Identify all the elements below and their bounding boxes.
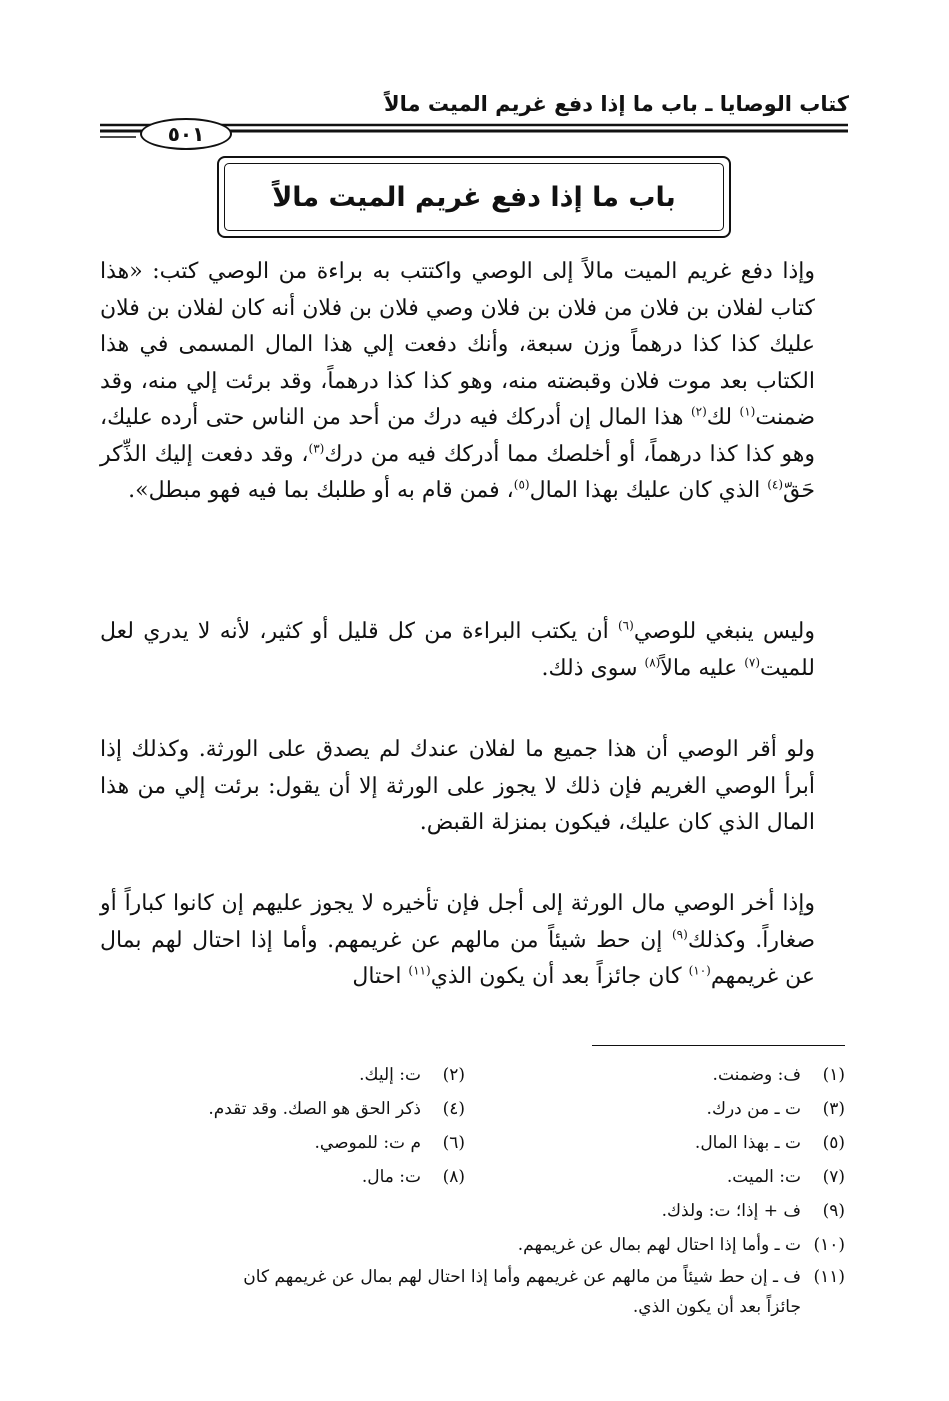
p2-seg-d: سوى ذلك. <box>541 655 645 681</box>
paragraph-1 <box>100 254 845 510</box>
footnote-9 <box>100 1194 845 1228</box>
footnote-7-text: ت: الميت. <box>726 1167 801 1187</box>
p2-seg-c: عليه مالاً <box>660 655 745 681</box>
p1-seg-f: ، فمن قام به أو طلبك بما فيه فهو مبطل». <box>128 478 514 503</box>
footnote-11-number: (١١) <box>813 1267 845 1287</box>
p4-seg-b: إن حط شيئاً من مالهم عن غريمهم. وأما إذا احتال لهم بمال عن غريمهم <box>100 927 815 989</box>
p1-seg-e: الذي كان عليك بهذا المال <box>529 478 768 503</box>
chapter-title: باب ما إذا دفع غريم الميت مالاً <box>272 181 676 213</box>
footnote-8-text: ت: مال. <box>361 1167 421 1187</box>
chapter-title-inner-frame <box>224 163 724 231</box>
footnote-row <box>100 1058 845 1092</box>
footnote-ref-7: (٧) <box>744 655 761 670</box>
paragraph-1-text <box>100 254 845 510</box>
p4-seg-c: كان جائزاً بعد أن يكون الذي <box>430 964 689 989</box>
footnote-5-text: ت ـ بهذا المال. <box>694 1133 801 1153</box>
footnote-2 <box>125 1058 505 1092</box>
footnote-1 <box>505 1058 845 1092</box>
footnote-10 <box>100 1228 845 1262</box>
footnote-10-number: (١٠) <box>813 1235 845 1255</box>
footnote-6-number: (٦) <box>442 1133 465 1153</box>
footnote-9-number: (٩) <box>822 1201 845 1221</box>
footnote-11 <box>100 1262 845 1322</box>
footnote-row <box>100 1126 845 1160</box>
paragraph-2 <box>100 614 845 687</box>
running-header: كتاب الوصايا ـ باب ما إذا دفع غريم الميت مالاً <box>383 92 849 116</box>
page-number: ٥٠١ <box>140 118 232 150</box>
footnote-separator <box>592 1045 845 1046</box>
footnote-7-number: (٧) <box>822 1167 845 1187</box>
footnote-11-continuation: جائزاً بعد أن يكون الذي. <box>632 1297 801 1317</box>
chapter-title-frame <box>217 156 731 238</box>
footnote-ref-9: (٩) <box>671 927 688 942</box>
footnote-ref-8: (٨) <box>644 655 661 670</box>
paragraph-3 <box>100 732 845 842</box>
paragraph-2-text <box>100 614 845 687</box>
footnote-10-text: ت ـ وأما إذا احتال لهم بمال عن غريمهم. <box>517 1235 801 1255</box>
footnote-3-number: (٣) <box>822 1099 845 1119</box>
footnote-4 <box>125 1092 505 1126</box>
p1-seg-d: ، وقد دفعت إليك الذِّكر حَقّ <box>100 441 815 503</box>
p2-seg-b: أن يكتب البراءة من كل قليل أو كثير، لأنه لا يدري لعل للميت <box>100 619 815 681</box>
footnote-5 <box>505 1126 845 1160</box>
footnote-3-text: ت ـ من درك. <box>706 1099 801 1119</box>
paragraph-4 <box>100 886 845 996</box>
p2-seg-a: وليس ينبغي للوصي <box>633 619 815 644</box>
footnote-8-number: (٨) <box>442 1167 465 1187</box>
footnote-1-number: (١) <box>822 1065 845 1085</box>
footnote-ref-6: (٦) <box>617 618 634 633</box>
footnote-7 <box>505 1160 845 1194</box>
footnote-8 <box>125 1160 505 1194</box>
footnote-ref-11: (١١) <box>408 963 431 978</box>
footnote-2-text: ت: إليك. <box>359 1065 421 1085</box>
footnote-1-text: ف: وضمنت. <box>712 1065 801 1085</box>
footnote-11-text: ف ـ إن حط شيئاً من مالهم عن غريمهم وأما إذا احتال لهم بمال عن غريمهم كان <box>243 1267 801 1287</box>
footnote-4-text: ذكر الحق هو الصك. وقد تقدم. <box>208 1099 421 1119</box>
footnote-ref-5: (٥) <box>513 477 530 492</box>
paragraph-4-text <box>100 886 845 996</box>
p4-seg-a: وإذا أخر الوصي مال الورثة إلى أجل فإن تأخيره لا يجوز عليهم إن كانوا كباراً أو صغاراً. وكذلك <box>100 891 816 953</box>
paragraph-3-text: ولو أقر الوصي أن هذا جميع ما لفلان عندك لم يصدق على الورثة. وكذلك إذا أبرأ الوصي الغريم فإن ذلك لا يجوز على الورثة إلا أن يقول: برئت إلي من هذا المال الذي كان عليك، فيكون بمنزلة القبض. <box>100 737 815 835</box>
p1-seg-a: وإذا دفع غريم الميت مالاً إلى الوصي واكتتب به براءة من الوصي كتب: «هذا كتاب لفلان بن فلان من فلان بن فلان وصي فلان بن فلان أنه كان لفلان بن فلان عليك كذا كذا درهماً وزن سبعة، وأنك دفعت إلي هذا المال المسمى في هذا الكتاب بعد موت فلان وقبضته منه، وهو كذا كذا درهماً، وقد برئت إلي منه، وقد ضمنت <box>100 259 815 430</box>
footnote-3 <box>505 1092 845 1126</box>
footnote-ref-3: (٣) <box>308 441 325 456</box>
footnote-ref-1: (١) <box>739 404 756 419</box>
footnote-ref-4: (٤) <box>767 477 784 492</box>
footnote-9-text: ف + إذا؛ ت: ولذك. <box>661 1201 801 1221</box>
p4-seg-d: احتال <box>352 964 409 989</box>
footnotes <box>100 1058 845 1322</box>
footnote-ref-10: (١٠) <box>688 963 711 978</box>
footnote-5-number: (٥) <box>822 1133 845 1153</box>
footnote-ref-2: (٢) <box>690 404 707 419</box>
footnote-2-number: (٢) <box>442 1065 465 1085</box>
p1-seg-c: هذا المال إن أدركك فيه درك من أحد من الناس حتى أرده عليك، وهو كذا كذا درهماً، أو أخلصك مما أدركك فيه من درك <box>100 405 815 467</box>
p1-seg-b: لك <box>706 405 740 430</box>
footnote-4-number: (٤) <box>442 1099 465 1119</box>
footnote-row <box>100 1092 845 1126</box>
footnote-6-text: م ت: للموصي. <box>314 1133 421 1153</box>
footnote-6 <box>125 1126 505 1160</box>
footnote-row <box>100 1160 845 1194</box>
